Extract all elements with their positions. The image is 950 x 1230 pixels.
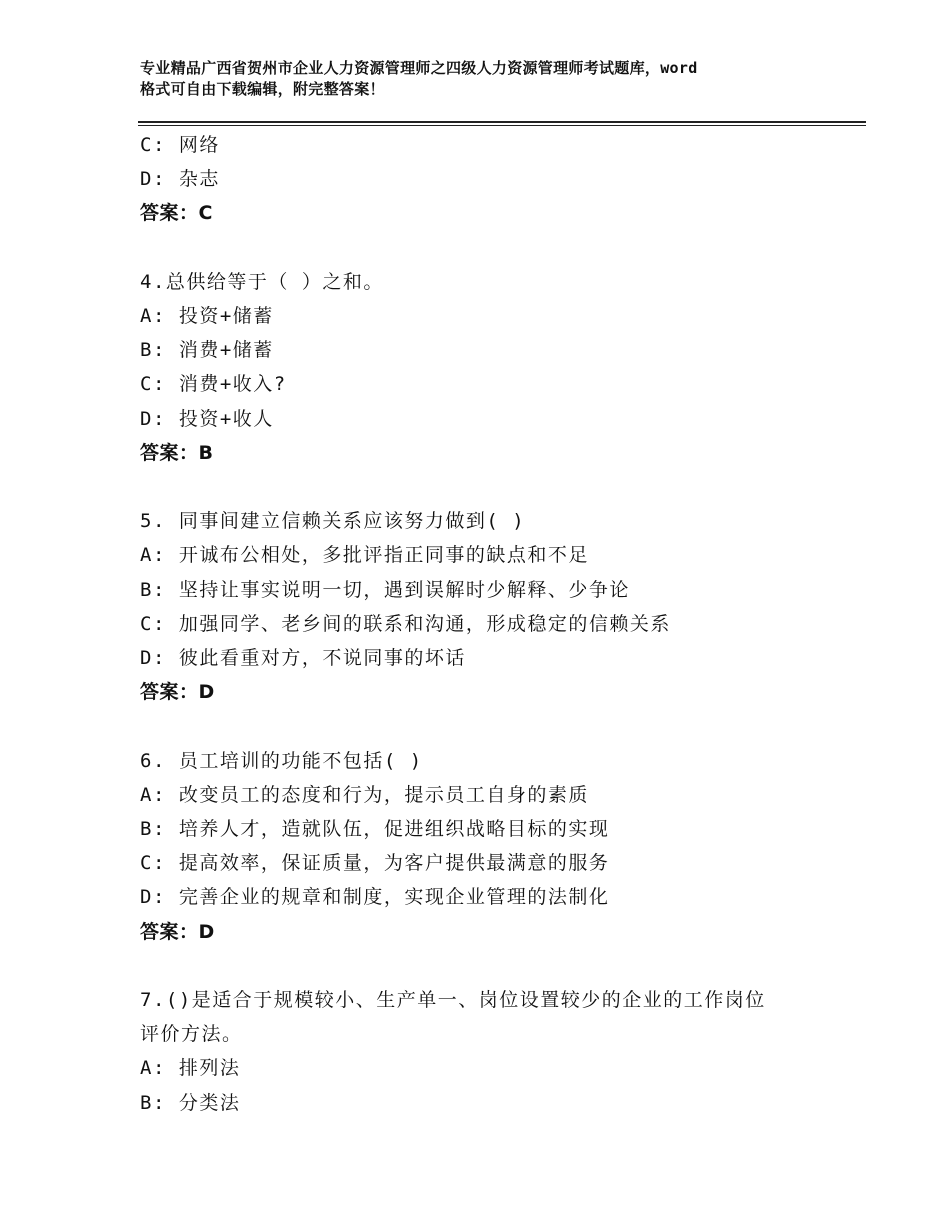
answer-label: 答案：C (140, 202, 213, 225)
option-a: A: 改变员工的态度和行为，提示员工自身的素质 (140, 783, 589, 806)
option-c: C: 消费+收入? (140, 373, 287, 396)
option-b: B: 坚持让事实说明一切，遇到误解时少解释、少争论 (140, 578, 630, 601)
header-divider-thin (138, 125, 866, 126)
option-d: D: 杂志 (140, 168, 220, 191)
option-b: B: 消费+储蓄 (140, 339, 274, 362)
question-block-4 (140, 265, 840, 470)
question-block-6 (140, 744, 840, 949)
option-a: A: 投资+储蓄 (140, 305, 274, 327)
option-a: A: 开诚布公相处，多批评指正同事的缺点和不足 (140, 544, 589, 567)
spacer (140, 470, 840, 504)
question-block-5 (140, 504, 840, 709)
question-text-line-1: 7.()是适合于规模较小、生产单一、岗位设置较少的企业的工作岗位 (140, 989, 766, 1012)
spacer (140, 231, 840, 265)
question-text-line-2: 评价方法。 (140, 1023, 243, 1046)
option-d: D: 彼此看重对方，不说同事的坏话 (140, 647, 466, 670)
question-text: 4.总供给等于（ ）之和。 (140, 270, 384, 293)
answer-label: 答案：B (140, 441, 214, 464)
question-block-7 (140, 983, 840, 1120)
spacer (140, 709, 840, 743)
header-title-line-1: 专业精品广西省贺州市企业人力资源管理师之四级人力资源管理师考试题库，word (140, 59, 698, 77)
document-header (140, 58, 830, 100)
header-title-line-2: 格式可自由下载编辑，附完整答案！ (140, 80, 385, 98)
spacer (140, 949, 840, 983)
option-b: B: 分类法 (140, 1091, 241, 1114)
header-divider-thick (138, 121, 866, 123)
option-b: B: 培养人才，造就队伍，促进组织战略目标的实现 (140, 818, 610, 841)
option-c: C: 提高效率，保证质量，为客户提供最满意的服务 (140, 852, 610, 875)
option-c: C: 网络 (140, 134, 220, 156)
question-block-3 (140, 128, 840, 231)
question-text: 5. 同事间建立信赖关系应该努力做到( ) (140, 510, 526, 533)
question-text: 6. 员工培训的功能不包括( ) (140, 749, 423, 772)
option-a: A: 排列法 (140, 1057, 241, 1080)
answer-label: 答案：D (140, 920, 215, 943)
option-d: D: 完善企业的规章和制度，实现企业管理的法制化 (140, 886, 610, 909)
option-c: C: 加强同学、老乡间的联系和沟通，形成稳定的信赖关系 (140, 612, 671, 635)
answer-label: 答案：D (140, 681, 215, 704)
question-list (140, 128, 840, 1120)
option-d: D: 投资+收人 (140, 407, 274, 430)
